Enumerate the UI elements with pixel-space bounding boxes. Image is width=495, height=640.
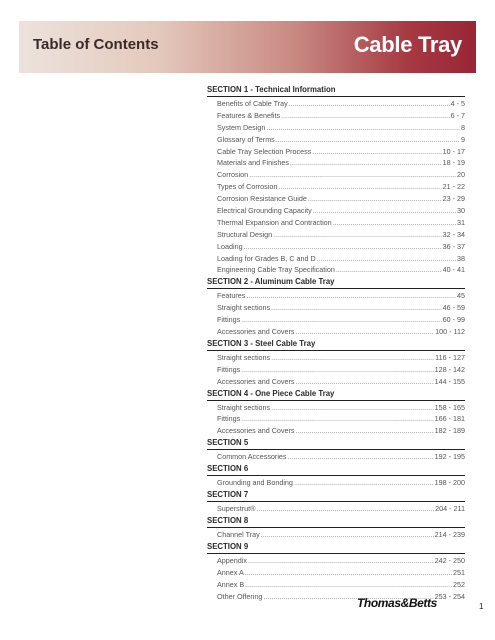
toc-entry-page: 182 - 189 [434, 426, 465, 436]
dot-leader [294, 477, 434, 489]
toc-entry-title: Thermal Expansion and Contraction [217, 217, 332, 227]
dot-leader [308, 193, 442, 205]
toc-entry-title: Accessories and Covers [217, 426, 295, 436]
toc-entry-page: 18 - 19 [442, 158, 465, 168]
toc-entry-title: Cable Tray Selection Process [217, 146, 312, 156]
toc-entry-page: 60 - 99 [442, 315, 465, 325]
dot-leader [296, 326, 435, 338]
dot-leader [276, 134, 460, 146]
dot-leader [249, 169, 456, 181]
toc-entry [207, 217, 465, 229]
banner-right-title: Cable Tray [353, 32, 462, 57]
dot-leader [290, 157, 442, 169]
toc-entry [207, 314, 465, 326]
toc-entry-page: 6 - 7 [450, 110, 465, 120]
banner-left-title: Table of Contents [33, 36, 159, 53]
dot-leader [241, 314, 441, 326]
dot-leader [273, 229, 441, 241]
toc-entry-page: 116 - 127 [435, 352, 465, 362]
toc-entry [207, 181, 465, 193]
dot-leader [266, 122, 460, 134]
toc-entry-title: Straight sections [217, 352, 271, 362]
toc-entry [207, 110, 465, 122]
toc-entry-title: Annex B [217, 579, 245, 589]
toc-entry-title: Annex A [217, 567, 244, 577]
header-banner [19, 21, 476, 73]
toc-entry-page: 252 [453, 579, 465, 589]
dot-leader [244, 241, 442, 253]
toc-entry-page: 242 - 250 [434, 555, 465, 565]
toc-entry-page: 144 - 155 [434, 376, 465, 386]
toc-entry-page: 204 - 211 [435, 504, 465, 514]
toc-entry-title: Loading [217, 241, 243, 251]
page-number: 1 [479, 602, 484, 611]
toc-entry-page: 214 - 239 [434, 529, 465, 539]
toc-entry-page: 23 - 29 [442, 194, 465, 204]
toc-entry-page: 100 - 112 [435, 327, 465, 337]
toc-entry [207, 413, 465, 425]
dot-leader [248, 555, 434, 567]
toc-entry-page: 8 [461, 122, 465, 132]
toc-entry-title: Accessories and Covers [217, 327, 295, 337]
section-heading: SECTION 8 [207, 515, 465, 528]
toc-entry [207, 290, 465, 302]
toc-entry [207, 425, 465, 437]
toc-entry-title: Types of Corrosion [217, 182, 278, 192]
section-heading: SECTION 9 [207, 541, 465, 554]
dot-leader [245, 579, 452, 591]
dot-leader [336, 264, 442, 276]
toc-entry [207, 376, 465, 388]
toc-entry-page: 4 - 5 [450, 99, 465, 108]
toc-entry-page: 45 [457, 291, 465, 301]
dot-leader [281, 110, 449, 122]
section-heading: SECTION 4 - One Piece Cable Tray [207, 388, 465, 401]
toc-entry-title: Glossary of Terms [217, 134, 275, 144]
toc-entry [207, 253, 465, 265]
toc-entry-page: 20 [457, 170, 465, 180]
dot-leader [278, 181, 441, 193]
dot-leader [256, 503, 434, 515]
dot-leader [246, 290, 456, 302]
dot-leader [241, 413, 433, 425]
toc-entry-page: 251 [453, 567, 465, 577]
toc-entry [207, 205, 465, 217]
toc-entry-page: 253 - 254 [434, 591, 465, 601]
dot-leader [289, 98, 450, 110]
dot-leader [296, 376, 434, 388]
toc-entry-title: Channel Tray [217, 529, 260, 539]
dot-leader [313, 205, 456, 217]
toc-entry-page: 46 - 59 [442, 303, 465, 313]
toc-entry [207, 451, 465, 463]
toc-entry [207, 503, 465, 515]
toc-entry-page: 21 - 22 [442, 182, 465, 192]
toc-entry-title: Straight sections [217, 303, 271, 313]
toc-entry-title: Features & Benefits [217, 110, 281, 120]
toc-entry-title: Electrical Grounding Capacity [217, 206, 312, 216]
toc-entry [207, 579, 465, 591]
toc-entry-title: Features [217, 291, 246, 301]
toc-entry [207, 134, 465, 146]
dot-leader [245, 567, 452, 579]
dot-leader [296, 425, 434, 437]
section-heading: SECTION 6 [207, 463, 465, 476]
toc-entry-title: Appendix [217, 555, 247, 565]
toc-entry-title: Accessories and Covers [217, 376, 295, 386]
dot-leader [271, 352, 434, 364]
dot-leader [317, 253, 456, 265]
section-heading: SECTION 5 [207, 437, 465, 450]
toc-entry [207, 326, 465, 338]
toc-entry-title: System Design [217, 122, 266, 132]
toc-entry [207, 567, 465, 579]
dot-leader [271, 402, 433, 414]
toc-entry [207, 241, 465, 253]
dot-leader [333, 217, 456, 229]
dot-leader [241, 364, 433, 376]
toc-entry-title: Superstrut® [217, 504, 256, 514]
toc-entry-page: 38 [457, 253, 465, 263]
toc-entry [207, 98, 465, 110]
toc-entry-page: 10 - 17 [442, 146, 465, 156]
toc-entry-page: 9 [461, 134, 465, 144]
toc-entry [207, 402, 465, 414]
toc-entry [207, 477, 465, 489]
toc-entry [207, 555, 465, 567]
toc-entry-title: Loading for Grades B, C and D [217, 253, 316, 263]
thomas-betts-logo: Thomas&Betts [357, 596, 437, 610]
toc-entry [207, 302, 465, 314]
toc-entry-page: 166 - 181 [434, 414, 465, 424]
toc-entry-title: Common Accessories [217, 452, 287, 462]
toc-entry [207, 157, 465, 169]
dot-leader [288, 451, 434, 463]
toc-entry-page: 32 - 34 [442, 229, 465, 239]
toc-entry-title: Fittings [217, 364, 241, 374]
toc-entry-page: 36 - 37 [442, 241, 465, 251]
table-of-contents [207, 84, 465, 602]
toc-entry [207, 193, 465, 205]
toc-entry [207, 146, 465, 158]
dot-leader [271, 302, 441, 314]
toc-entry-page: 128 - 142 [434, 364, 465, 374]
toc-entry [207, 364, 465, 376]
toc-entry-title: Fittings [217, 414, 241, 424]
toc-entry-title: Fittings [217, 315, 241, 325]
toc-entry-title: Corrosion Resistance Guide [217, 194, 307, 204]
toc-entry [207, 229, 465, 241]
toc-entry [207, 352, 465, 364]
section-heading: SECTION 7 [207, 489, 465, 502]
toc-entry-page: 40 - 41 [442, 265, 465, 275]
toc-entry-page: 30 [457, 206, 465, 216]
toc-entry [207, 122, 465, 134]
toc-entry-title: Grounding and Bonding [217, 478, 293, 488]
dot-leader [261, 529, 434, 541]
toc-entry-title: Structural Design [217, 229, 273, 239]
toc-entry-title: Benefits of Cable Tray [217, 99, 288, 108]
toc-entry-title: Materials and Finishes [217, 158, 289, 168]
toc-entry-title: Other Offering [217, 591, 263, 601]
toc-entry-title: Straight sections [217, 402, 271, 412]
toc-entry-title: Engineering Cable Tray Specification [217, 265, 335, 275]
toc-entry [207, 529, 465, 541]
toc-entry-page: 158 - 165 [434, 402, 465, 412]
toc-entry-page: 31 [457, 217, 465, 227]
section-heading: SECTION 3 - Steel Cable Tray [207, 338, 465, 351]
toc-entry-page: 198 - 200 [434, 478, 465, 488]
section-heading: SECTION 1 - Technical Information [207, 84, 465, 97]
section-heading: SECTION 2 - Aluminum Cable Tray [207, 276, 465, 289]
toc-entry-page: 192 - 195 [434, 452, 465, 462]
toc-entry [207, 264, 465, 276]
dot-leader [312, 146, 441, 158]
toc-entry-title: Corrosion [217, 170, 249, 180]
toc-entry [207, 169, 465, 181]
